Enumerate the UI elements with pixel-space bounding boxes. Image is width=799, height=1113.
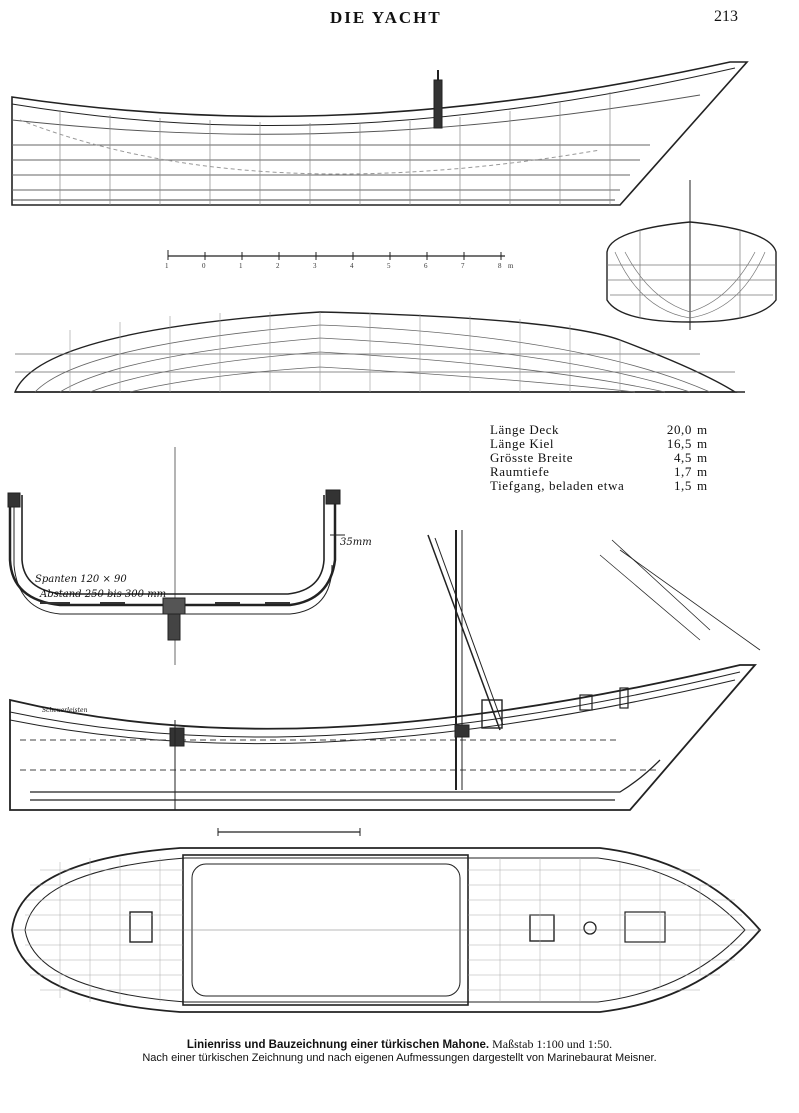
spec-value: 16,5: [666, 436, 692, 451]
spec-value: 20,0: [666, 422, 692, 437]
midship-section-view: [8, 447, 345, 665]
abstand-note: Abstand 250 bis 300 mm: [40, 589, 167, 600]
spec-unit: m: [697, 464, 708, 479]
spanten-note: Spanten 120 × 90: [35, 574, 127, 585]
spec-row: [490, 479, 708, 493]
spec-unit: m: [697, 450, 708, 465]
thickness-note: 35mm: [340, 537, 372, 548]
spec-unit: m: [697, 478, 708, 493]
construction-profile-view: [10, 530, 760, 810]
half-breadth-view: [15, 312, 745, 392]
scale-label: 4: [350, 262, 354, 270]
caption-title: Linienriss und Bauzeichnung einer türkischen Mahone.: [186, 1039, 490, 1051]
scale-label: 1: [165, 262, 169, 270]
spec-unit: m: [697, 436, 708, 451]
page-number: 213: [714, 8, 738, 25]
scale-label: 3: [313, 262, 317, 270]
spec-label: Länge Kiel: [490, 436, 555, 451]
spec-row: [490, 451, 708, 465]
scale-label: m: [508, 262, 514, 270]
spec-row: [490, 437, 708, 451]
caption-line-2: Nach einer türkischen Zeichnung und nach eigenen Aufmessungen dargestellt von Marinebaurat Meisner.: [142, 1052, 657, 1064]
scale-label: 6: [424, 262, 428, 270]
caption-scale: Maßstab 1:100 und 1:50.: [492, 1037, 613, 1051]
dimensions-table: [490, 423, 708, 493]
scale-label: 1: [239, 262, 243, 270]
lines-profile-view: [12, 62, 747, 205]
spec-label: Grösste Breite: [490, 450, 574, 465]
spec-value: 1,7: [673, 464, 692, 479]
spec-label: Raumtiefe: [490, 464, 550, 479]
caption-line-1: [0, 1037, 799, 1052]
spec-unit: m: [697, 422, 708, 437]
scale-label: 2: [276, 262, 280, 270]
scale-bar-upper: [168, 250, 505, 260]
spec-label: Länge Deck: [490, 422, 560, 437]
scale-labels: [165, 262, 514, 270]
deck-plan-view: [12, 848, 760, 1012]
spec-label: Tiefgang, beladen etwa: [490, 478, 625, 493]
scale-label: 7: [461, 262, 465, 270]
scale-bar-lower: [218, 828, 360, 836]
body-plan-view: [607, 180, 776, 330]
scale-label: 8: [498, 262, 502, 270]
spec-value: 4,5: [673, 450, 692, 465]
scale-label: 5: [387, 262, 391, 270]
spec-row: [490, 423, 708, 437]
scheuerleisten-note: Scheuerleisten: [42, 707, 88, 714]
spec-row: [490, 465, 708, 479]
spec-value: 1,5: [673, 478, 692, 493]
journal-title: DIE YACHT: [330, 8, 442, 27]
scale-label: 0: [202, 262, 206, 270]
